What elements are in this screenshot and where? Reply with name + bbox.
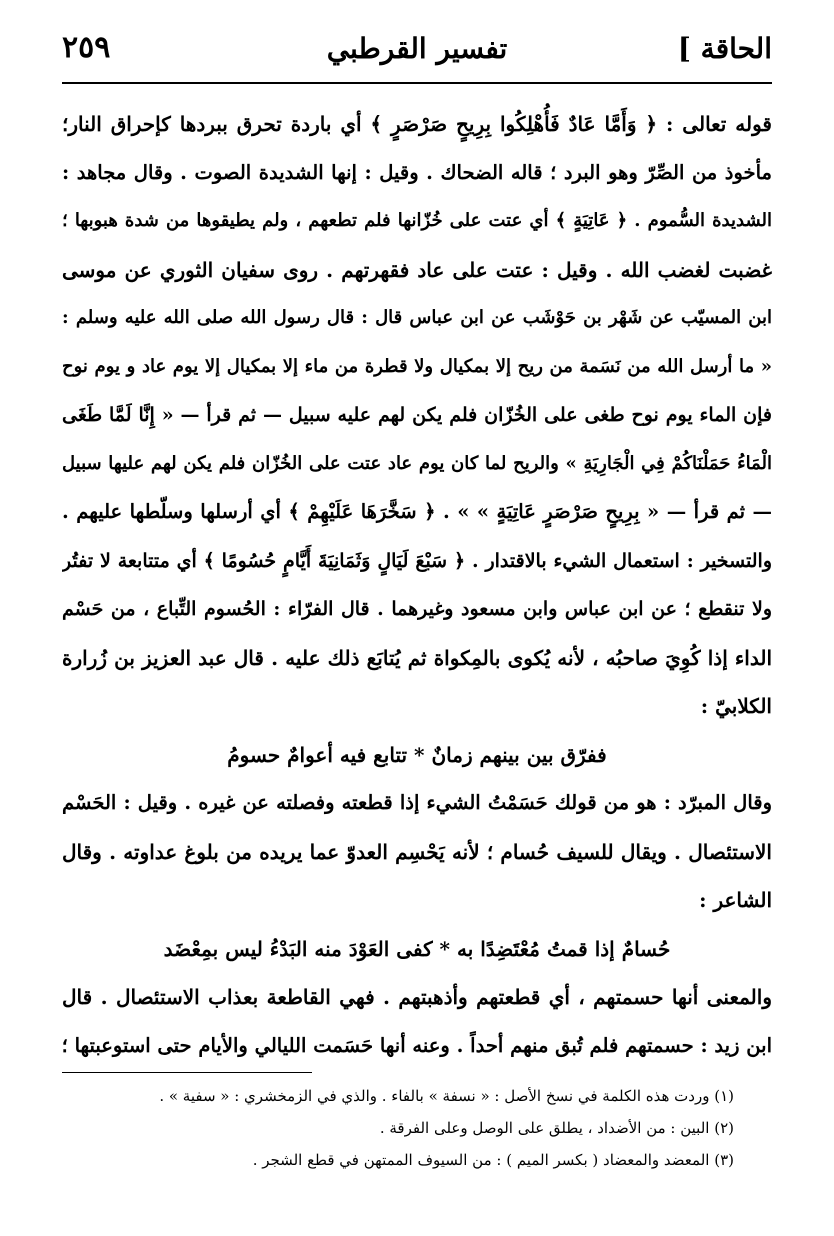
text-line: الشاعر : bbox=[699, 888, 772, 912]
footnote: (٢) البين : من الأضداد ، يطلق على الوصل وعلى الفرقة . bbox=[379, 1119, 734, 1137]
text-line: غضبت لغضب الله . وقيل : عتت على عاد فقهرتهم . روى سفيان الثوري عن موسى bbox=[62, 257, 772, 282]
book-title: تفسير القرطبي bbox=[326, 32, 508, 65]
text-line: ابن المسيّب عن شَهْر بن حَوْشَب عن ابن عباس قال : قال رسول الله صلى الله عليه وسلم : bbox=[62, 307, 772, 328]
text-line: والتسخير : استعمال الشيء بالاقتدار . ﴿ سَبْعَ لَيَالٍ وَثَمَانِيَةَ أَيَّامٍ حُسُومًا ﴾ أي متتابعة لا تفتُر bbox=[62, 549, 772, 572]
text-line: — ثم قرأ — « بِرِيحٍ صَرْصَرٍ عَاتِيَةٍ » » . ﴿ سَخَّرَهَا عَلَيْهِمْ ﴾ أي أرسلها وسلّطها عليهم . bbox=[62, 500, 772, 523]
footnote: (١) وردت هذه الكلمة في نسخ الأصل : « نسفة » بالفاء . والذي في الزمخشري : « سفية » . bbox=[159, 1087, 734, 1105]
text-line: الكلابيّ : bbox=[700, 694, 772, 718]
text-line: وقال المبرّد : هو من قولك حَسَمْتُ الشيء إذا قطعته وفصلته عن غيره . وقيل : الحَسْم bbox=[62, 791, 772, 814]
poetry-verse: ففرّق بين بينهم زمانٌ * تتابع فيه أعوامٌ حسومُ bbox=[227, 742, 607, 767]
footnotes bbox=[62, 1080, 734, 1176]
surah-name: الحاقة ] bbox=[677, 32, 772, 65]
text-line: الاستئصال . ويقال للسيف حُسام ؛ لأنه يَحْسِم العدوّ عما يريده من بلوغ عداوته . وقال bbox=[62, 839, 772, 864]
text-line: ابن زيد : حسمتهم فلم تُبق منهم أحداً . وعنه أنها حَسَمت الليالي والأيام حتى استوعبتها ؛ bbox=[62, 1033, 772, 1057]
text-line: والمعنى أنها حسمتهم ، أي قطعتهم وأذهبتهم . فهي القاطعة بعذاب الاستئصال . قال bbox=[62, 985, 772, 1009]
footnote: (٣) المعضد والمعضاد ( بكسر الميم ) : من السيوف الممتهن في قطع الشجر . bbox=[252, 1151, 734, 1169]
page-number: ٢٥٩ bbox=[62, 30, 111, 65]
footnote-rule bbox=[62, 1072, 312, 1073]
poetry-verse: حُسامٌ إذا قمتُ مُعْتَضِدًا به * كفى العَوْدَ منه البَدْءُ ليس بمِعْضَد bbox=[163, 936, 671, 961]
text-line: الْمَاءُ حَمَلْنَاكُمْ فِي الْجَارِيَةِ » والريح لما كان يوم عاد عتت على الخُزّان فلم يكن لهم عليها سبيل bbox=[62, 452, 772, 474]
header-rule bbox=[62, 82, 772, 84]
text-line: الشديدة السُّموم . ﴿ عَاتِيَةٍ ﴾ أي عتت على خُزّانها فلم تطعهم ، ولم يطيقوها من شدة هبوبها ؛ bbox=[62, 210, 772, 231]
text-line: « ما أرسل الله من نَسَمة من ريح إلا بمكيال ولا قطرة من ماء إلا بمكيال إلا يوم عاد و يوم نوح bbox=[62, 355, 772, 377]
text-line: قوله تعالى : ﴿ وَأَمَّا عَادٌ فَأُهْلِكُوا بِرِيحٍ صَرْصَرٍ ﴾ أي باردة تحرق ببردها كإحراق النار؛ bbox=[62, 112, 772, 136]
commentary-text bbox=[62, 100, 772, 1070]
text-line: ولا تنقطع ؛ عن ابن عباس وابن مسعود وغيرهما . قال الفرّاء : الحُسوم التِّباع ، من حَسْم bbox=[62, 598, 772, 620]
text-line: مأخوذ من الصِّرّ وهو البرد ؛ قاله الضحاك . وقيل : إنها الشديدة الصوت . وقال مجاهد : bbox=[62, 160, 772, 184]
page-header bbox=[62, 28, 772, 76]
text-line: الداء إذا كُوِيَ صاحبُه ، لأنه يُكوى بالمِكواة ثم يُتابَع ذلك عليه . قال عبد العزيز بن زُرارة bbox=[62, 645, 772, 670]
text-line: فإن الماء يوم نوح طغى على الخُزّان فلم يكن لهم عليه سبيل — ثم قرأ — « إِنَّا لَمَّا طَغَى bbox=[62, 404, 772, 426]
